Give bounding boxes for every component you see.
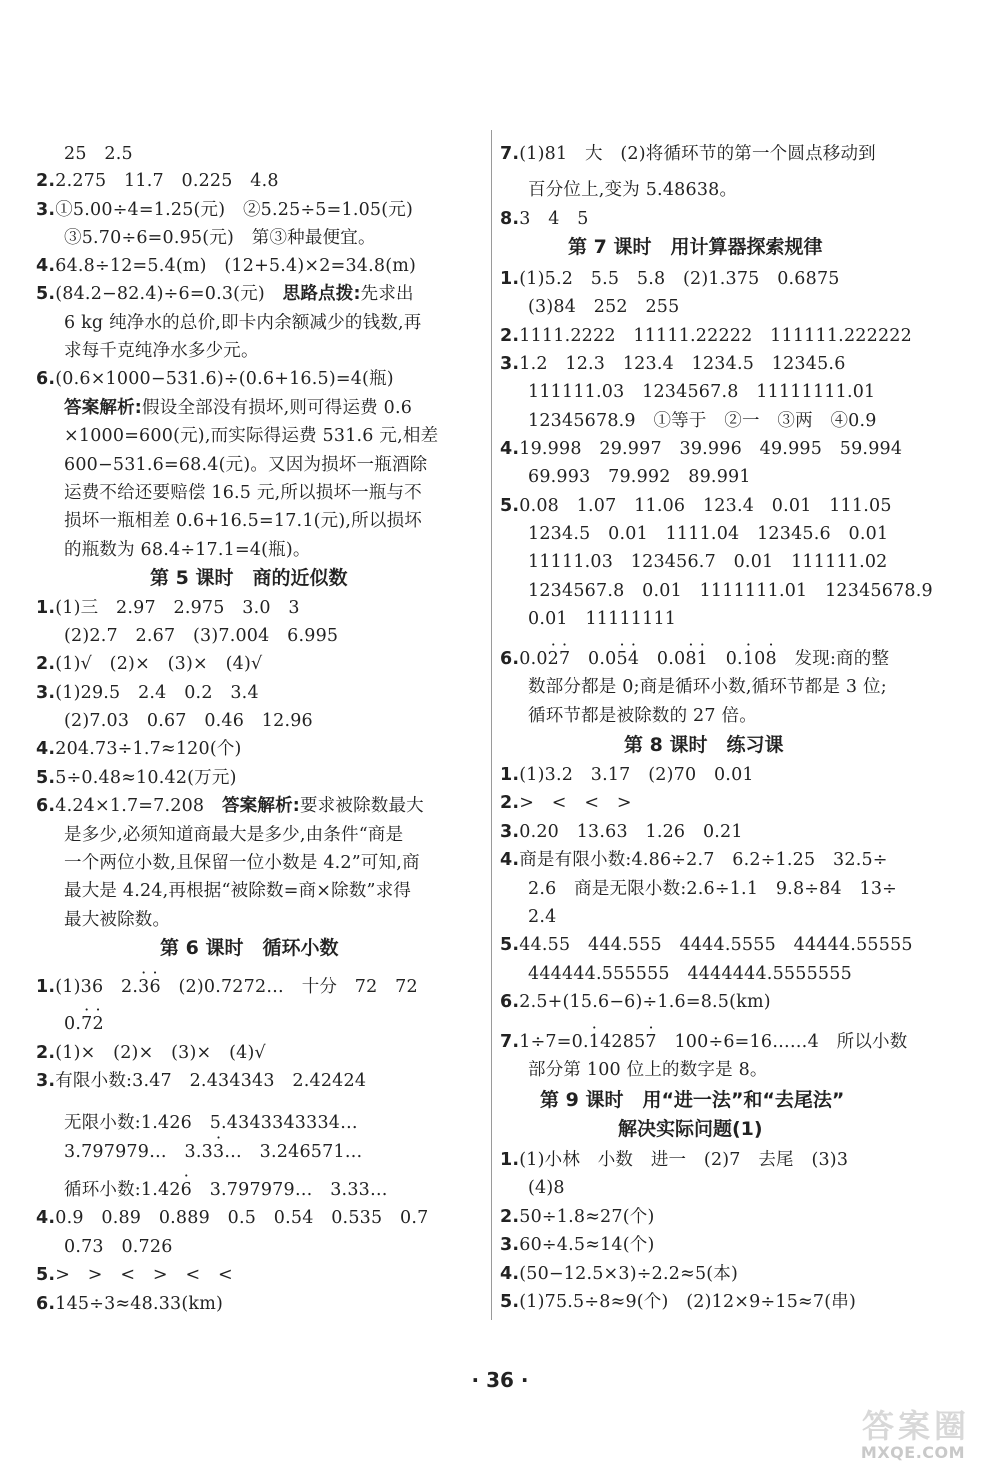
answer-line: 5.(1)75.5÷8≈9(个) (2)12×9÷15≈7(串) <box>500 1292 856 1312</box>
text-line: 6 kg 纯净水的总价,即卡内余额减少的钱数,再 <box>64 313 422 333</box>
text-line: 2.6 商是无限小数:2.6÷1.1 9.8÷84 13÷ <box>528 879 898 899</box>
lesson-heading: 第 9 课时 用“进一法”和“去尾法” <box>540 1089 845 1111</box>
lesson-heading: 第 7 课时 用计算器探索规律 <box>568 236 823 258</box>
watermark <box>838 1405 988 1467</box>
text-line: 答案解析:假设全部没有损坏,则可得运费 0.6 <box>64 398 413 418</box>
column-divider <box>491 130 492 1320</box>
text-line: (3)84 252 255 <box>528 297 680 317</box>
lesson-heading: 第 8 课时 练习课 <box>624 734 784 756</box>
text-line: ③5.70÷6=0.95(元) 第③种最便宜。 <box>64 228 376 248</box>
text-line: 损坏一瓶相差 0.6+16.5=17.1(元),所以损坏 <box>64 511 422 531</box>
text-line: 的瓶数为 68.4÷17.1=4(瓶)。 <box>64 540 311 560</box>
answer-line: 4.商是有限小数:4.86÷2.7 6.2÷1.25 32.5÷ <box>500 850 888 870</box>
lesson-heading-continued: 解决实际问题(1) <box>618 1118 763 1140</box>
answer-line: 1.(1)小林 小数 进一 (2)7 去尾 (3)3 <box>500 1150 849 1170</box>
answer-line: 3.(1)29.5 2.4 0.2 3.4 <box>36 683 259 703</box>
answer-line: 2.> < < > <box>500 793 632 813</box>
text-line: (2)2.7 2.67 (3)7.004 6.995 <box>64 626 339 646</box>
hint-label: 思路点拨: <box>282 284 361 304</box>
answer-line: 4.64.8÷12=5.4(m) (12+5.4)×2=34.8(m) <box>36 256 417 276</box>
answer-line: 3.60÷4.5≈14(个) <box>500 1235 655 1255</box>
text-line: 运费不给还要赔偿 16.5 元,所以损坏一瓶与不 <box>64 483 422 503</box>
text-line: 1234567.8 0.01 1111111.01 12345678.9 <box>528 581 933 601</box>
answer-line: 7.(1)81 大 (2)将循环节的第一个圆点移动到 <box>500 144 876 164</box>
answer-line: 6.145÷3≈48.33(km) <box>36 1294 224 1314</box>
answer-line: 3.1.2 12.3 123.4 1234.5 12345.6 <box>500 354 846 374</box>
analysis-label: 答案解析: <box>64 398 142 418</box>
text-line: 循环节都是被除数的 27 倍。 <box>528 706 757 726</box>
answer-line: 2.50÷1.8≈27(个) <box>500 1207 655 1227</box>
text-line: 无限小数:1.426 5.4343343334… <box>64 1113 358 1133</box>
answer-line: 4.0.9 0.89 0.889 0.5 0.54 0.535 0.7 <box>36 1208 429 1228</box>
text-line: 最大是 4.24,再根据“被除数=商×除数”求得 <box>64 881 412 901</box>
text-line: 111111.03 1234567.8 11111111.01 <box>528 382 876 402</box>
answer-line: 4.(50−12.5×3)÷2.2≈5(本) <box>500 1264 739 1284</box>
text-line: 循环小数:1.42· 6 3.797979… 3.33… <box>64 1180 388 1200</box>
answer-line: 5.> > < > < < <box>36 1265 233 1285</box>
answer-line: 5.(84.2−82.4)÷6=0.3(元) 思路点拨:先求出 <box>36 284 414 304</box>
answer-line: 5.0.08 1.07 11.06 123.4 0.01 111.05 <box>500 496 892 516</box>
lesson-heading: 第 5 课时 商的近似数 <box>150 567 348 589</box>
text-line: 11111.03 123456.7 0.01 111111.02 <box>528 552 888 572</box>
text-line: ×1000=600(元),而实际得运费 531.6 元,相差 <box>64 426 439 446</box>
answer-line: 1.(1)5.2 5.5 5.8 (2)1.375 0.6875 <box>500 269 840 289</box>
answer-line: 2.(1)√ (2)× (3)× (4)√ <box>36 654 263 674</box>
text-line: (4)8 <box>528 1178 565 1198</box>
text-line: 数部分都是 0;商是循环小数,循环节都是 3 位; <box>528 677 887 697</box>
text-line: 0.· 7· 2 <box>64 1014 104 1034</box>
text-line: 2.4 <box>528 907 557 927</box>
answer-line: 7.1÷7=0.· 14285· 7 100÷6=16……4 所以小数 <box>500 1032 907 1052</box>
analysis-label: 答案解析: <box>221 796 300 816</box>
answer-line: 6.(0.6×1000−531.6)÷(0.6+16.5)=4(瓶) <box>36 369 394 389</box>
answer-line: 6.4.24×1.7=7.208 答案解析:要求被除数最大 <box>36 796 424 816</box>
text-line: 25 2.5 <box>64 144 133 164</box>
watermark-site: MXQE.COM <box>860 1443 966 1462</box>
answer-line: 3.有限小数:3.47 2.434343 2.42424 <box>36 1071 367 1091</box>
text-line: 一个两位小数,且保留一位小数是 4.2”可知,商 <box>64 853 420 873</box>
answer-line: 5.44.55 444.555 4444.5555 44444.55555 <box>500 935 913 955</box>
answer-line: 4.19.998 29.997 39.996 49.995 59.994 <box>500 439 903 459</box>
text-line: 求每千克纯净水多少元。 <box>64 341 259 361</box>
text-line: 百分位上,变为 5.48638。 <box>528 180 738 200</box>
text-line: 0.73 0.726 <box>64 1237 173 1257</box>
answer-line: 1.(1)三 2.97 2.975 3.0 3 <box>36 598 300 618</box>
answer-line: 6.2.5+(15.6−6)÷1.6=8.5(km) <box>500 992 771 1012</box>
answer-line: 3.0.20 13.63 1.26 0.21 <box>500 822 743 842</box>
answer-line: 8.3 4 5 <box>500 209 589 229</box>
answer-line: 1.(1)36 2.· 3· 6 (2)0.7272… 十分 72 72 <box>36 977 418 997</box>
answer-line: 2.2.275 11.7 0.225 4.8 <box>36 171 279 191</box>
answer-line: 2.(1)× (2)× (3)× (4)√ <box>36 1043 266 1063</box>
answer-line: 5.5÷0.48≈10.42(万元) <box>36 768 237 788</box>
lesson-heading: 第 6 课时 循环小数 <box>160 937 339 959</box>
text-line: 最大被除数。 <box>64 910 171 930</box>
answer-line: 4.204.73÷1.7≈120(个) <box>36 739 242 759</box>
answer-line: 6.0.0· 2· 7 0.0· 5· 4 0.0· 8· 1 0.· 10· 8 发现:商的整 <box>500 649 889 669</box>
page-number: · 36 · <box>471 1368 529 1392</box>
text-line: 444444.555555 4444444.5555555 <box>528 964 852 984</box>
text-line: 12345678.9 ①等于 ②一 ③两 ④0.9 <box>528 411 877 431</box>
text-line: 1234.5 0.01 1111.04 12345.6 0.01 <box>528 524 889 544</box>
watermark-logo: 答案圈 <box>861 1407 970 1445</box>
answer-line: 3.①5.00÷4=1.25(元) ②5.25÷5=1.05(元) <box>36 200 414 220</box>
text-line: (2)7.03 0.67 0.46 12.96 <box>64 711 313 731</box>
text-line: 3.797979… 3.3· 3… 3.246571… <box>64 1142 362 1162</box>
answer-line: 1.(1)3.2 3.17 (2)70 0.01 <box>500 765 754 785</box>
text-line: 0.01 11111111 <box>528 609 677 629</box>
text-line: 69.993 79.992 89.991 <box>528 467 751 487</box>
text-line: 600−531.6=68.4(元)。又因为损坏一瓶酒除 <box>64 455 428 475</box>
text-line: 部分第 100 位上的数字是 8。 <box>528 1060 768 1080</box>
answer-line: 2.1111.2222 11111.22222 111111.222222 <box>500 326 912 346</box>
text-line: 是多少,必须知道商最大是多少,由条件“商是 <box>64 825 404 845</box>
